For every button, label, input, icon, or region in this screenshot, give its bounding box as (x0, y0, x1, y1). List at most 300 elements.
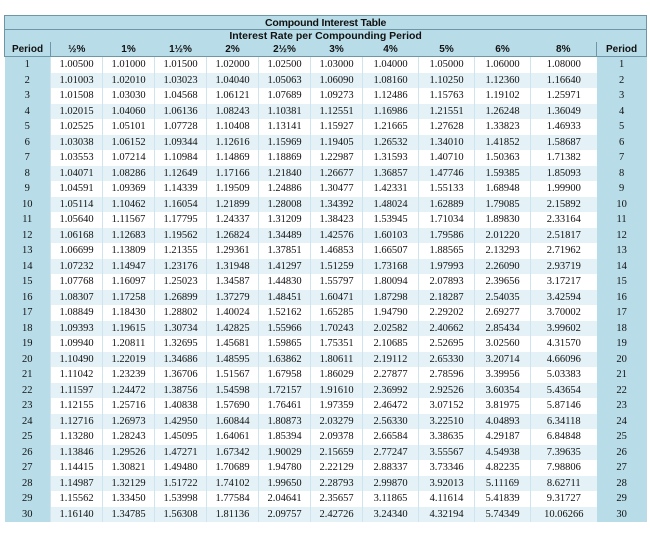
rate-column-header: 1½% (155, 42, 207, 57)
factor-cell: 1.63862 (259, 352, 311, 368)
period-cell-left: 11 (5, 212, 51, 228)
factor-cell: 1.06090 (311, 73, 363, 89)
factor-cell: 1.19509 (207, 181, 259, 197)
factor-cell: 1.40838 (155, 398, 207, 414)
factor-cell: 1.60103 (363, 228, 419, 244)
factor-cell: 1.15969 (259, 135, 311, 151)
factor-cell: 2.02582 (363, 321, 419, 337)
factor-cell: 1.31209 (259, 212, 311, 228)
period-cell-left: 25 (5, 429, 51, 445)
factor-cell: 1.14869 (207, 150, 259, 166)
factor-cell: 1.11567 (103, 212, 155, 228)
factor-cell: 1.13809 (103, 243, 155, 259)
factor-cell: 3.55567 (419, 445, 475, 461)
period-cell-right: 4 (597, 104, 647, 120)
period-cell-right: 24 (597, 414, 647, 430)
table-body (5, 57, 647, 523)
table-row (5, 197, 647, 213)
factor-cell: 2.22129 (311, 460, 363, 476)
factor-cell: 2.09378 (311, 429, 363, 445)
factor-cell: 1.25716 (103, 398, 155, 414)
period-cell-left: 30 (5, 507, 51, 523)
factor-cell: 2.26090 (475, 259, 531, 275)
factor-cell: 1.51567 (207, 367, 259, 383)
factor-cell: 2.27877 (363, 367, 419, 383)
factor-cell: 1.06699 (51, 243, 103, 259)
factor-cell: 2.13293 (475, 243, 531, 259)
table-row (5, 135, 647, 151)
factor-cell: 1.19102 (475, 88, 531, 104)
period-cell-right: 14 (597, 259, 647, 275)
factor-cell: 1.97993 (419, 259, 475, 275)
factor-cell: 1.05640 (51, 212, 103, 228)
table-row (5, 274, 647, 290)
factor-cell: 3.11865 (363, 491, 419, 507)
factor-cell: 1.12551 (311, 104, 363, 120)
period-cell-right: 25 (597, 429, 647, 445)
factor-cell: 1.77584 (207, 491, 259, 507)
factor-cell: 1.10462 (103, 197, 155, 213)
factor-cell: 1.87298 (363, 290, 419, 306)
factor-cell: 1.67958 (259, 367, 311, 383)
factor-cell: 2.10685 (363, 336, 419, 352)
factor-cell: 1.02000 (207, 57, 259, 73)
factor-cell: 1.25971 (531, 88, 597, 104)
factor-cell: 2.93719 (531, 259, 597, 275)
factor-cell: 3.20714 (475, 352, 531, 368)
factor-cell: 2.07893 (419, 274, 475, 290)
factor-cell: 1.03030 (103, 88, 155, 104)
factor-cell: 1.51259 (311, 259, 363, 275)
factor-cell: 3.38635 (419, 429, 475, 445)
factor-cell: 1.42950 (155, 414, 207, 430)
factor-cell: 1.14987 (51, 476, 103, 492)
factor-cell: 1.12360 (475, 73, 531, 89)
factor-cell: 1.80611 (311, 352, 363, 368)
factor-cell: 1.07232 (51, 259, 103, 275)
factor-cell: 2.09757 (259, 507, 311, 523)
period-cell-left: 4 (5, 104, 51, 120)
factor-cell: 1.37851 (259, 243, 311, 259)
period-cell-right: 20 (597, 352, 647, 368)
factor-cell: 2.28793 (311, 476, 363, 492)
period-cell-right: 1 (597, 57, 647, 73)
factor-cell: 2.99870 (363, 476, 419, 492)
factor-cell: 2.71962 (531, 243, 597, 259)
factor-cell: 2.03279 (311, 414, 363, 430)
factor-cell: 1.10381 (259, 104, 311, 120)
factor-cell: 1.09273 (311, 88, 363, 104)
period-cell-right: 6 (597, 135, 647, 151)
factor-cell: 1.16640 (531, 73, 597, 89)
factor-cell: 1.06121 (207, 88, 259, 104)
factor-cell: 1.08849 (51, 305, 103, 321)
factor-cell: 6.84848 (531, 429, 597, 445)
factor-cell: 1.85394 (259, 429, 311, 445)
factor-cell: 1.42331 (363, 181, 419, 197)
period-header-right: Period (597, 42, 647, 57)
factor-cell: 2.15659 (311, 445, 363, 461)
factor-cell: 1.85093 (531, 166, 597, 182)
factor-cell: 4.29187 (475, 429, 531, 445)
period-cell-right: 22 (597, 383, 647, 399)
table-row (5, 429, 647, 445)
factor-cell: 1.22019 (103, 352, 155, 368)
factor-cell: 1.19615 (103, 321, 155, 337)
factor-cell: 2.46472 (363, 398, 419, 414)
factor-cell: 1.16097 (103, 274, 155, 290)
period-cell-right: 17 (597, 305, 647, 321)
table-title: Compound Interest Table (5, 16, 647, 30)
factor-cell: 1.17166 (207, 166, 259, 182)
period-cell-left: 15 (5, 274, 51, 290)
factor-cell: 1.10490 (51, 352, 103, 368)
factor-cell: 1.03000 (311, 57, 363, 73)
factor-cell: 7.39635 (531, 445, 597, 461)
table-row (5, 367, 647, 383)
table-row (5, 383, 647, 399)
factor-cell: 2.52695 (419, 336, 475, 352)
factor-cell: 4.54938 (475, 445, 531, 461)
factor-cell: 1.38423 (311, 212, 363, 228)
factor-cell: 1.21899 (207, 197, 259, 213)
factor-cell: 1.16140 (51, 507, 103, 523)
factor-cell: 1.94780 (259, 460, 311, 476)
period-cell-right: 11 (597, 212, 647, 228)
factor-cell: 1.11042 (51, 367, 103, 383)
factor-cell: 5.74349 (475, 507, 531, 523)
table-row (5, 259, 647, 275)
factor-cell: 1.48595 (207, 352, 259, 368)
factor-cell: 5.41839 (475, 491, 531, 507)
rate-column-header: 1% (103, 42, 155, 57)
factor-cell: 1.23176 (155, 259, 207, 275)
table-row (5, 57, 647, 73)
factor-cell: 1.22987 (311, 150, 363, 166)
factor-cell: 1.19405 (311, 135, 363, 151)
factor-cell: 1.11597 (51, 383, 103, 399)
factor-cell: 1.24337 (207, 212, 259, 228)
period-cell-right: 26 (597, 445, 647, 461)
factor-cell: 1.12155 (51, 398, 103, 414)
factor-cell: 1.75351 (311, 336, 363, 352)
factor-cell: 1.42576 (311, 228, 363, 244)
factor-cell: 1.08000 (531, 57, 597, 73)
table-row (5, 460, 647, 476)
factor-cell: 1.08243 (207, 104, 259, 120)
factor-cell: 1.09393 (51, 321, 103, 337)
period-cell-right: 8 (597, 166, 647, 182)
factor-cell: 1.67342 (207, 445, 259, 461)
factor-cell: 3.70002 (531, 305, 597, 321)
factor-cell: 1.04060 (103, 104, 155, 120)
factor-cell: 1.46853 (311, 243, 363, 259)
period-cell-right: 29 (597, 491, 647, 507)
factor-cell: 1.04040 (207, 73, 259, 89)
factor-cell: 1.59385 (475, 166, 531, 182)
factor-cell: 1.14339 (155, 181, 207, 197)
factor-cell: 3.24340 (363, 507, 419, 523)
factor-cell: 2.92526 (419, 383, 475, 399)
factor-cell: 1.07214 (103, 150, 155, 166)
factor-cell: 2.33164 (531, 212, 597, 228)
factor-cell: 1.71382 (531, 150, 597, 166)
factor-cell: 1.07689 (259, 88, 311, 104)
factor-cell: 1.66507 (363, 243, 419, 259)
factor-cell: 1.12683 (103, 228, 155, 244)
factor-cell: 1.76461 (259, 398, 311, 414)
compound-interest-table (4, 15, 647, 522)
factor-cell: 1.26973 (103, 414, 155, 430)
period-cell-left: 27 (5, 460, 51, 476)
factor-cell: 1.71034 (419, 212, 475, 228)
table-row (5, 228, 647, 244)
table-row (5, 476, 647, 492)
factor-cell: 4.31570 (531, 336, 597, 352)
factor-cell: 1.13141 (259, 119, 311, 135)
factor-cell: 1.16054 (155, 197, 207, 213)
factor-cell: 1.07728 (155, 119, 207, 135)
factor-cell: 1.25023 (155, 274, 207, 290)
factor-cell: 1.80094 (363, 274, 419, 290)
factor-cell: 1.60844 (207, 414, 259, 430)
period-cell-right: 19 (597, 336, 647, 352)
factor-cell: 1.74102 (207, 476, 259, 492)
rate-column-header: 8% (531, 42, 597, 57)
period-cell-left: 5 (5, 119, 51, 135)
factor-cell: 3.22510 (419, 414, 475, 430)
factor-cell: 1.28802 (155, 305, 207, 321)
factor-cell: 1.29526 (103, 445, 155, 461)
rate-column-header: 4% (363, 42, 419, 57)
factor-cell: 1.05101 (103, 119, 155, 135)
factor-cell: 1.34489 (259, 228, 311, 244)
factor-cell: 1.60471 (311, 290, 363, 306)
factor-cell: 3.92013 (419, 476, 475, 492)
factor-cell: 1.29361 (207, 243, 259, 259)
factor-cell: 3.17217 (531, 274, 597, 290)
factor-cell: 1.05000 (419, 57, 475, 73)
period-cell-left: 22 (5, 383, 51, 399)
period-cell-left: 6 (5, 135, 51, 151)
factor-cell: 1.41852 (475, 135, 531, 151)
factor-cell: 1.31593 (363, 150, 419, 166)
table-row (5, 212, 647, 228)
table-row (5, 73, 647, 89)
factor-cell: 2.65330 (419, 352, 475, 368)
period-cell-right: 13 (597, 243, 647, 259)
period-cell-right: 16 (597, 290, 647, 306)
factor-cell: 1.12616 (207, 135, 259, 151)
factor-cell: 1.15562 (51, 491, 103, 507)
period-cell-left: 26 (5, 445, 51, 461)
factor-cell: 2.51817 (531, 228, 597, 244)
period-cell-right: 15 (597, 274, 647, 290)
factor-cell: 1.10984 (155, 150, 207, 166)
factor-cell: 1.58687 (531, 135, 597, 151)
factor-cell: 1.04591 (51, 181, 103, 197)
factor-cell: 1.15927 (311, 119, 363, 135)
factor-cell: 3.81975 (475, 398, 531, 414)
table-row (5, 150, 647, 166)
period-cell-left: 13 (5, 243, 51, 259)
period-cell-left: 20 (5, 352, 51, 368)
factor-cell: 2.54035 (475, 290, 531, 306)
factor-cell: 2.35657 (311, 491, 363, 507)
period-cell-left: 14 (5, 259, 51, 275)
factor-cell: 2.77247 (363, 445, 419, 461)
period-cell-left: 18 (5, 321, 51, 337)
factor-cell: 1.14415 (51, 460, 103, 476)
factor-cell: 4.82235 (475, 460, 531, 476)
factor-cell: 1.01003 (51, 73, 103, 89)
period-cell-left: 23 (5, 398, 51, 414)
factor-cell: 8.62711 (531, 476, 597, 492)
factor-cell: 1.80873 (259, 414, 311, 430)
table-row (5, 88, 647, 104)
factor-cell: 1.81136 (207, 507, 259, 523)
column-header-row (5, 42, 647, 57)
period-cell-left: 28 (5, 476, 51, 492)
table-row (5, 243, 647, 259)
factor-cell: 1.34785 (103, 507, 155, 523)
rate-column-header: 2½% (259, 42, 311, 57)
factor-cell: 1.17258 (103, 290, 155, 306)
table-row (5, 290, 647, 306)
factor-cell: 2.18287 (419, 290, 475, 306)
table-row (5, 305, 647, 321)
factor-cell: 5.87146 (531, 398, 597, 414)
factor-cell: 3.02560 (475, 336, 531, 352)
factor-cell: 1.55966 (259, 321, 311, 337)
factor-cell: 1.03553 (51, 150, 103, 166)
factor-cell: 1.10408 (207, 119, 259, 135)
factor-cell: 1.33823 (475, 119, 531, 135)
factor-cell: 1.16986 (363, 104, 419, 120)
factor-cell: 2.56330 (363, 414, 419, 430)
factor-cell: 1.13846 (51, 445, 103, 461)
factor-cell: 1.79085 (475, 197, 531, 213)
period-cell-right: 18 (597, 321, 647, 337)
factor-cell: 1.03038 (51, 135, 103, 151)
factor-cell: 1.08160 (363, 73, 419, 89)
factor-cell: 1.30734 (155, 321, 207, 337)
factor-cell: 3.99602 (531, 321, 597, 337)
factor-cell: 2.88337 (363, 460, 419, 476)
factor-cell: 2.19112 (363, 352, 419, 368)
period-cell-right: 7 (597, 150, 647, 166)
factor-cell: 1.12716 (51, 414, 103, 430)
rate-column-header: 6% (475, 42, 531, 57)
factor-cell: 1.48024 (363, 197, 419, 213)
rate-column-header: 5% (419, 42, 475, 57)
factor-cell: 2.42726 (311, 507, 363, 523)
factor-cell: 1.99900 (531, 181, 597, 197)
factor-cell: 1.26532 (363, 135, 419, 151)
factor-cell: 1.24886 (259, 181, 311, 197)
factor-cell: 3.60354 (475, 383, 531, 399)
factor-cell: 5.03383 (531, 367, 597, 383)
factor-cell: 1.20811 (103, 336, 155, 352)
factor-cell: 1.46933 (531, 119, 597, 135)
factor-cell: 1.17795 (155, 212, 207, 228)
period-cell-left: 29 (5, 491, 51, 507)
factor-cell: 3.07152 (419, 398, 475, 414)
factor-cell: 7.98806 (531, 460, 597, 476)
factor-cell: 1.54598 (207, 383, 259, 399)
factor-cell: 9.31727 (531, 491, 597, 507)
factor-cell: 1.13280 (51, 429, 103, 445)
factor-cell: 1.21551 (419, 104, 475, 120)
factor-cell: 1.12649 (155, 166, 207, 182)
factor-cell: 1.08286 (103, 166, 155, 182)
period-cell-left: 21 (5, 367, 51, 383)
factor-cell: 1.00500 (51, 57, 103, 73)
factor-cell: 1.32129 (103, 476, 155, 492)
factor-cell: 1.65285 (311, 305, 363, 321)
factor-cell: 10.06266 (531, 507, 597, 523)
factor-cell: 1.14947 (103, 259, 155, 275)
factor-cell: 1.04000 (363, 57, 419, 73)
factor-cell: 1.70243 (311, 321, 363, 337)
factor-cell: 1.73168 (363, 259, 419, 275)
period-cell-left: 16 (5, 290, 51, 306)
factor-cell: 1.06168 (51, 228, 103, 244)
factor-cell: 5.43654 (531, 383, 597, 399)
factor-cell: 1.52162 (259, 305, 311, 321)
factor-cell: 1.05114 (51, 197, 103, 213)
factor-cell: 1.23239 (103, 367, 155, 383)
factor-cell: 1.89830 (475, 212, 531, 228)
factor-cell: 1.05063 (259, 73, 311, 89)
table-row (5, 507, 647, 523)
factor-cell: 4.66096 (531, 352, 597, 368)
table-row (5, 445, 647, 461)
factor-cell: 1.15763 (419, 88, 475, 104)
factor-cell: 2.66584 (363, 429, 419, 445)
factor-cell: 1.40024 (207, 305, 259, 321)
factor-cell: 1.03023 (155, 73, 207, 89)
factor-cell: 1.04071 (51, 166, 103, 182)
factor-cell: 1.30821 (103, 460, 155, 476)
factor-cell: 1.19562 (155, 228, 207, 244)
period-header-left: Period (5, 42, 51, 57)
table-row (5, 119, 647, 135)
factor-cell: 2.40662 (419, 321, 475, 337)
factor-cell: 1.97359 (311, 398, 363, 414)
table-subtitle: Interest Rate per Compounding Period (5, 30, 647, 43)
factor-cell: 1.02525 (51, 119, 103, 135)
factor-cell: 1.04568 (155, 88, 207, 104)
factor-cell: 1.64061 (207, 429, 259, 445)
factor-cell: 1.72157 (259, 383, 311, 399)
factor-cell: 1.09369 (103, 181, 155, 197)
factor-cell: 1.01508 (51, 88, 103, 104)
factor-cell: 1.38756 (155, 383, 207, 399)
factor-cell: 4.04893 (475, 414, 531, 430)
factor-cell: 1.47271 (155, 445, 207, 461)
factor-cell: 1.30477 (311, 181, 363, 197)
factor-cell: 1.57690 (207, 398, 259, 414)
table-row (5, 104, 647, 120)
period-cell-left: 19 (5, 336, 51, 352)
period-cell-right: 28 (597, 476, 647, 492)
factor-cell: 1.26677 (311, 166, 363, 182)
factor-cell: 1.02015 (51, 104, 103, 120)
factor-cell: 1.33450 (103, 491, 155, 507)
factor-cell: 1.62889 (419, 197, 475, 213)
factor-cell: 3.39956 (475, 367, 531, 383)
